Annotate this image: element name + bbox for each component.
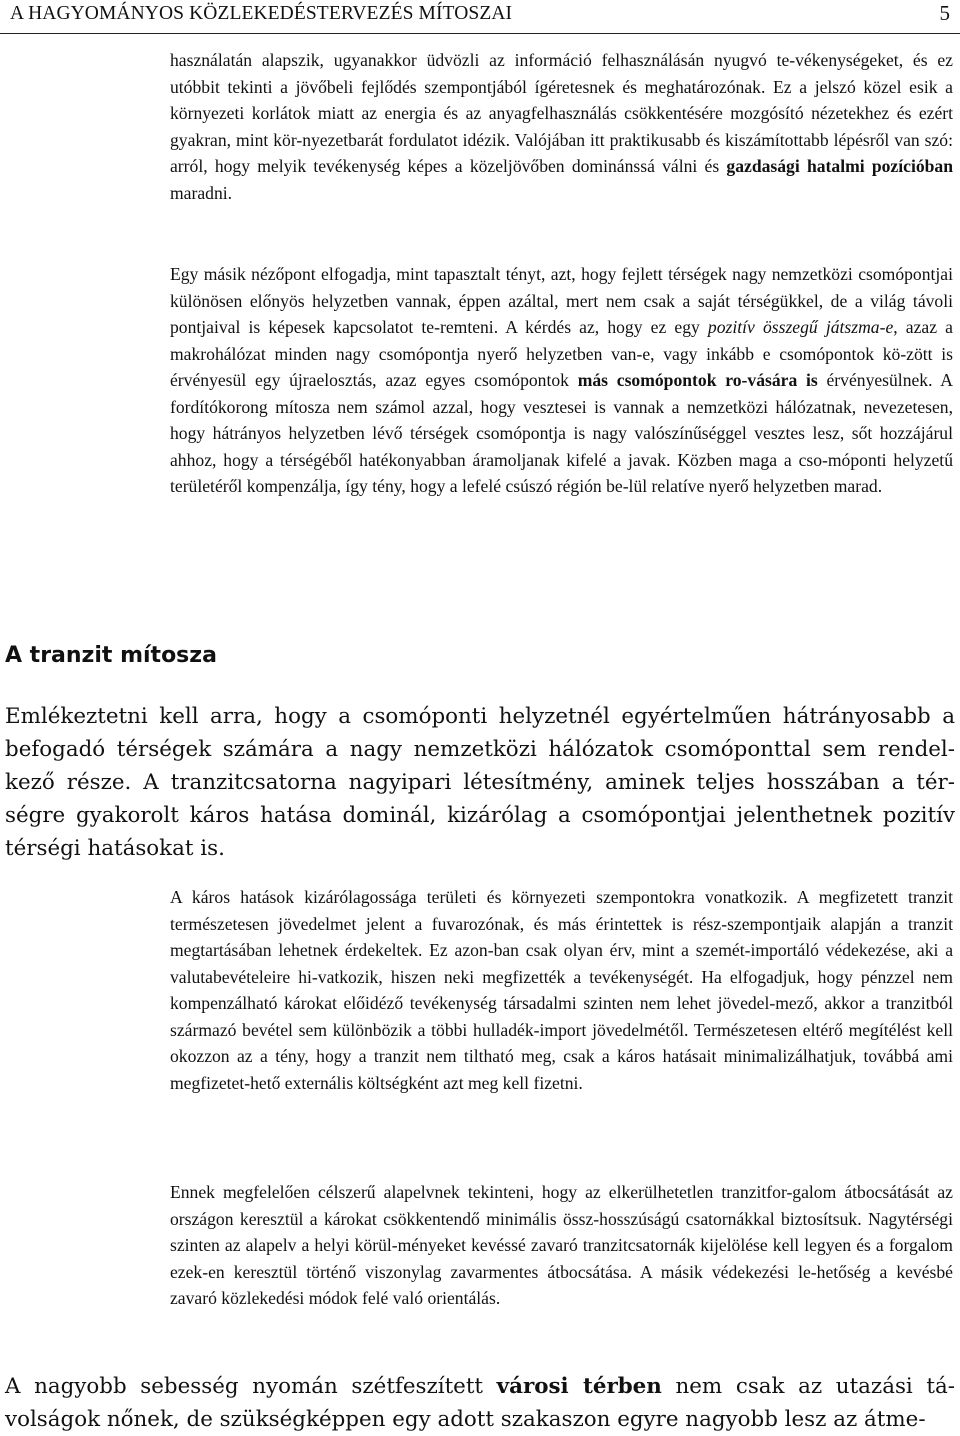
emphasis-bold: gazdasági hatalmi pozícióban — [726, 156, 953, 176]
paragraph-urban-space — [5, 1370, 955, 1436]
paragraph-text: maradni. — [170, 182, 233, 203]
paragraph-text: használatán alapszik, ugyanakkor üdvözli az információ felhasználásán nyugvó te-vékenységeket, és ez utóbbit tekinti a jövőbeli fejlődés szempontjából ígéretesnek és meghatározónak. Ez a jelszó közel esik a környezeti korlátok miatt az energia és az anyagfelhasználás csökkentésére mozgósító nézetekhez és ezért gyakran, mint kör-nyezetbarát fordulatot idézik. Valójában itt praktikusabb és kiszámítottabb lépésről van szó: arról, hogy melyik tevékenység képes a közeljövőben dominánssá válni és — [170, 50, 953, 176]
paragraph-text: érvényesülnek. A fordítókorong mítosza nem számol azzal, hogy vesztesei is vannak a nemzetközi hálózatnak, nevezetesen, hogy hátrányos helyzetben lévő térségek csomópontja is nagy valószínűséggel vesztes lesz, sőt hozzájárul ahhoz, hogy a térségéből hatékonyabban áramoljanak kifelé a javak. Közben maga a cso-móponti helyzetű területéről kompenzálja, így tény, hogy a lefelé csúszó régión be-lül relatíve nyerő helyzetben marad. — [170, 370, 953, 496]
paragraph-harmful-effects — [170, 884, 953, 1096]
paragraph-transit-intro — [5, 700, 955, 865]
paragraph-transit-principle — [170, 1179, 953, 1312]
paragraph-text: , azaz a makrohálózat minden nagy csomópontja nyerő helyzetben van-e, vagy inkább e csomópontok kö-zött is érvényesül egy újraelosztás, azaz egyes csomópontok — [170, 317, 953, 390]
page-number: 5 — [939, 1, 950, 25]
paragraph-text: Ennek megfelelően célszerű alapelvnek tekinteni, hogy az elkerülhetetlen tranzitfor-galom átbocsátását az országon keresztül a károkat csökkentendő minimális össz-hosszúságú csatornákkal biztosítsuk. Nagytérségi szinten az alapelv a helyi körül-ményeket kevéssé zavaró tranzitcsatornák kijelölése kell legyen és a forgalom ezek-en keresztül történő viszonylag zavarmentes átbocsátása. A másik védekezési le-hetőség a kevésbé zavaró közlekedési módok felé való orientálás. — [170, 1182, 953, 1308]
paragraph-information-society — [170, 47, 953, 206]
paragraph-hub-viewpoint — [170, 261, 953, 500]
paragraph-text: Emlékeztetni kell arra, hogy a csomóponti helyzetnél egyértelműen hátrányosabb a befogadó térségek számára a nagy nemzetközi hálózatok csomóponttal sem rendel-kező része. A tranzitcsatorna nagyipari létesítmény, aminek teljes hosszában a tér-ségre gyakorolt káros hatása dominál, kizárólag a csomópontjai jelenthetnek pozitív térségi hatásokat is. — [5, 704, 955, 861]
header-title: A HAGYOMÁNYOS KÖZLEKEDÉSTERVEZÉS MÍTOSZAI — [10, 3, 513, 24]
paragraph-text: A nagyobb sebesség nyomán szétfeszített — [5, 1374, 497, 1399]
paragraph-text: A káros hatások kizárólagossága területi és környezeti szempontokra vonatkozik. A megfizetett tranzit természetesen jövedelmet jelent a fuvarozónak, és más érintettek is rész-szempontjaik alapján a tranzit megtartásában lehetnek érdekeltek. Ez azon-ban csak olyan érv, mint a szemét-importáló védekezése, aki a valutabevételeire hi-vatkozik, hiszen neki megfizették a tevékenységét. Ha elfogadjuk, hogy pénzzel nem kompenzálható károkat előidéző tevékenység társadalmi szinten nem lehet jövedel-mező, akkor a tranzitból származó bevétel sem különbözik a többi hulladék-import jövedelmétől. Természetesen eltérő megítélést kell okozzon az a tény, hogy a tranzit nem tiltható meg, csak a káros hatásait minimalizálhatjuk, továbbá ami megfizetet-hető externális költségként azt meg kell fizetni. — [170, 887, 953, 1093]
emphasis-bold: más csomópontok ro-vására is — [577, 370, 818, 390]
paragraph-text: Egy másik nézőpont elfogadja, mint tapasztalt tényt, azt, hogy fejlett térségek nagy nemzetközi csomópontjai különösen előnyös helyzetben vannak, éppen azáltal, mert nem csak a saját térségükkel, de a világ távoli pontjaival is képesek kapcsolatot te-remteni. A kérdés az, hogy ez egy — [170, 264, 953, 337]
emphasis-bold: városi térben — [496, 1374, 662, 1399]
emphasis-italic: pozitív összegű játszma-e — [707, 317, 894, 337]
running-header — [0, 0, 960, 34]
section-heading: A tranzit mítosza — [5, 643, 217, 668]
paragraph-text: nem csak az utazási tá-volságok nőnek, de szükségképpen egy adott szakaszon egyre nagyobb lesz az átme- — [5, 1374, 955, 1432]
